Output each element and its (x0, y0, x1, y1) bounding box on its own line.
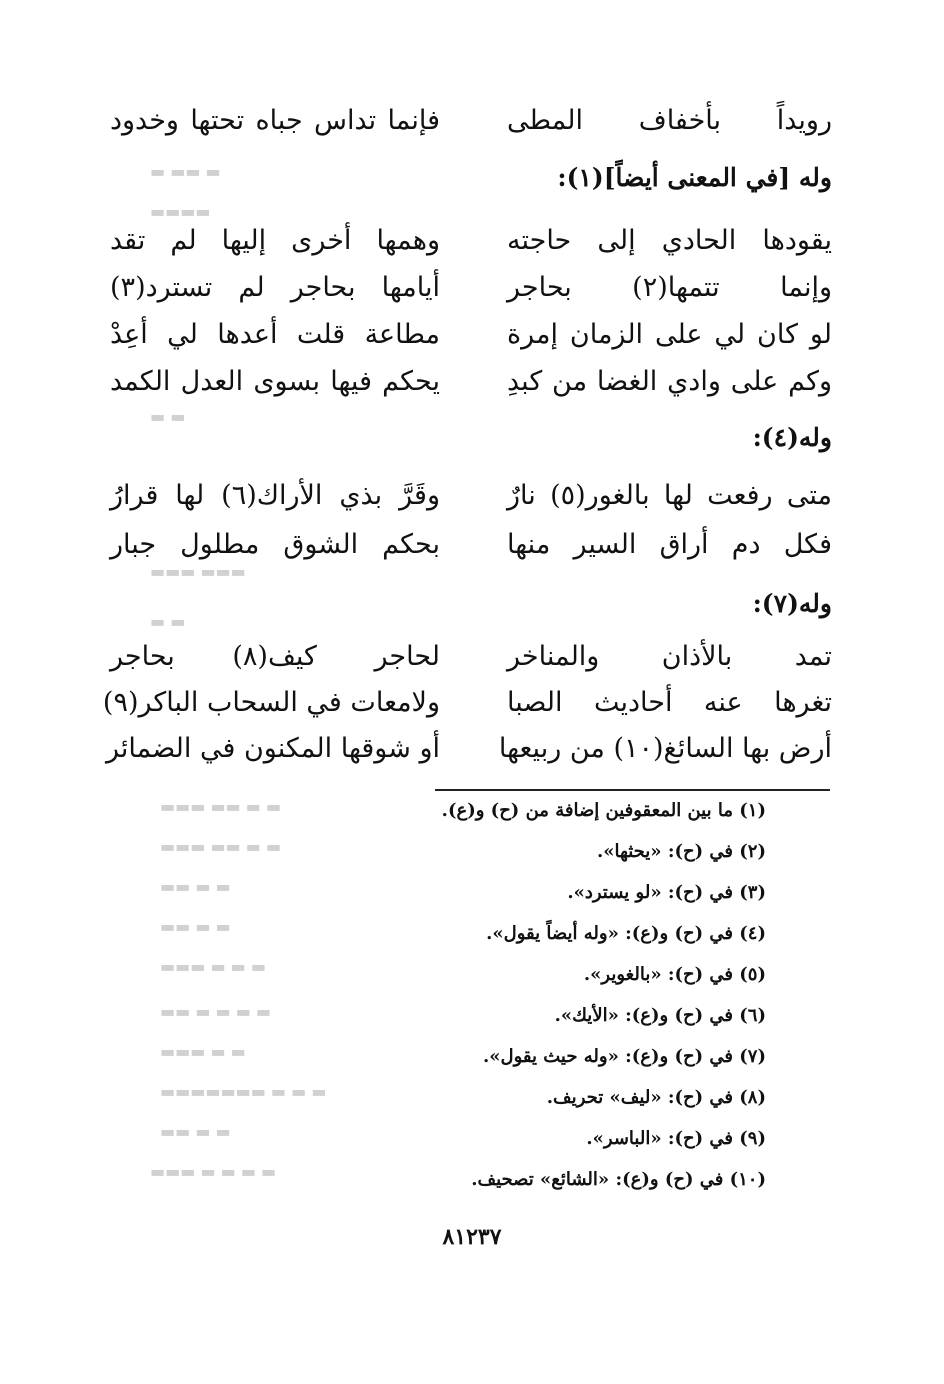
verse-second-hemistich: يحكم فيها بسوى العدل الكمد (110, 366, 440, 397)
verse-first-hemistich: لو كان لي على الزمان إمرة (507, 319, 832, 350)
verse-line (0, 312, 944, 358)
bleed-through-mark: ▬ ▬ ▬▬ (160, 917, 231, 936)
page-number: ٨١٢٣٧ (442, 1224, 502, 1250)
verse-line (0, 218, 944, 264)
verse-first-hemistich: فكل دم أراق السير منها (507, 529, 832, 560)
verse-second-hemistich: أيامها بحاجر لم تسترد(٣) (110, 272, 440, 303)
verse-second-hemistich: لحاجر كيف(٨) بحاجر (110, 641, 440, 672)
footnote: (٦) في (ح) و(ع): «الأيك». (554, 1005, 766, 1026)
bleed-through-mark: ▬ ▬ ▬▬ ▬▬▬ (160, 837, 282, 856)
footnote: (٢) في (ح): «يحثها». (596, 841, 766, 862)
verse-first-hemistich: يقودها الحادي إلى حاجته (507, 225, 832, 256)
verse-second-hemistich: فإنما تداس جباه تحتها وخدود (110, 105, 440, 136)
footnote: (٩) في (ح): «الباسر». (586, 1128, 766, 1149)
bleed-through-mark: ▬ ▬ ▬ ▬▬▬▬▬▬▬ (160, 1082, 327, 1101)
verse-first-hemistich: رويداً بأخفاف المطى (507, 105, 832, 136)
footnote: (٨) في (ح): «ليف» تحريف. (546, 1087, 766, 1108)
bleed-through-mark: ▬ ▬ ▬ ▬▬▬ (160, 957, 266, 976)
section-heading: وله [في المعنى أيضاً](١): (557, 163, 832, 192)
bleed-through-mark: ▬ ▬ ▬ ▬ ▬▬ (160, 1002, 272, 1021)
verse-second-hemistich: ولامعات في السحاب الباكر(٩) (102, 687, 440, 718)
verse-first-hemistich: وكم على وادي الغضا من كبدِ (507, 366, 832, 397)
footnote: (١) ما بين المعقوفين إضافة من (ح) و(ع). (441, 800, 766, 821)
footnote: (١٠) في (ح) و(ع): «الشائع» تصحيف. (471, 1169, 766, 1190)
verse-second-hemistich: وهمها أخرى إليها لم تقد (110, 225, 440, 256)
verse-second-hemistich: وقَرَّ بذي الأراك(٦) لها قرارُ (110, 480, 440, 511)
verse-line (0, 359, 944, 405)
footnote: (٤) في (ح) و(ع): «وله أيضاً يقول». (486, 923, 766, 944)
verse-first-hemistich: أرض بها السائغ(١٠) من ربيعها (498, 733, 832, 764)
verse-first-hemistich: تمد بالأذان والمناخر (507, 641, 832, 672)
verse-second-hemistich: أو شوقها المكنون في الضمائر (106, 733, 440, 764)
footnote: (٧) في (ح) و(ع): «وله حيث يقول». (482, 1046, 766, 1067)
bleed-through-mark: ▬ ▬ ▬▬▬ (160, 1042, 246, 1061)
bleed-through-mark: ▬ ▬ (150, 612, 186, 631)
verse-line (0, 726, 944, 772)
bleed-through-mark: ▬ ▬ ▬▬ ▬▬▬ (160, 797, 282, 816)
footnote: (٥) في (ح): «بالغوير». (583, 964, 766, 985)
section-heading: وله(٤): (752, 423, 832, 452)
bleed-through-mark: ▬ ▬ ▬ ▬ ▬▬▬ (150, 1162, 277, 1181)
verse-line (0, 634, 944, 680)
bleed-through-mark: ▬▬▬▬ (150, 202, 211, 221)
bleed-through-mark: ▬▬▬ ▬▬▬ (150, 562, 246, 581)
verse-line (0, 265, 944, 311)
bleed-through-mark: ▬ ▬ (150, 407, 186, 426)
verse-line (0, 473, 944, 519)
verse-first-hemistich: متى رفعت لها بالغور(٥) نارٌ (507, 480, 832, 511)
bleed-through-mark: ▬ ▬ ▬▬ (160, 877, 231, 896)
section-heading: وله(٧): (752, 589, 832, 618)
footnote-divider (435, 789, 830, 791)
bleed-through-mark: ▬ ▬ ▬▬ (160, 1122, 231, 1141)
verse-line (0, 98, 944, 144)
bleed-through-mark: ▬ ▬▬ ▬ (150, 162, 221, 181)
verse-line (0, 680, 944, 726)
verse-first-hemistich: تغرها عنه أحاديث الصبا (507, 687, 832, 718)
verse-second-hemistich: بحكم الشوق مطلول جبار (110, 529, 440, 560)
verse-second-hemistich: مطاعة قلت أعدها لي أعِدْ (110, 319, 440, 350)
footnote: (٣) في (ح): «لو يسترد». (567, 882, 766, 903)
verse-first-hemistich: وإنما تتمها(٢) بحاجر (507, 272, 832, 303)
verse-line (0, 522, 944, 568)
